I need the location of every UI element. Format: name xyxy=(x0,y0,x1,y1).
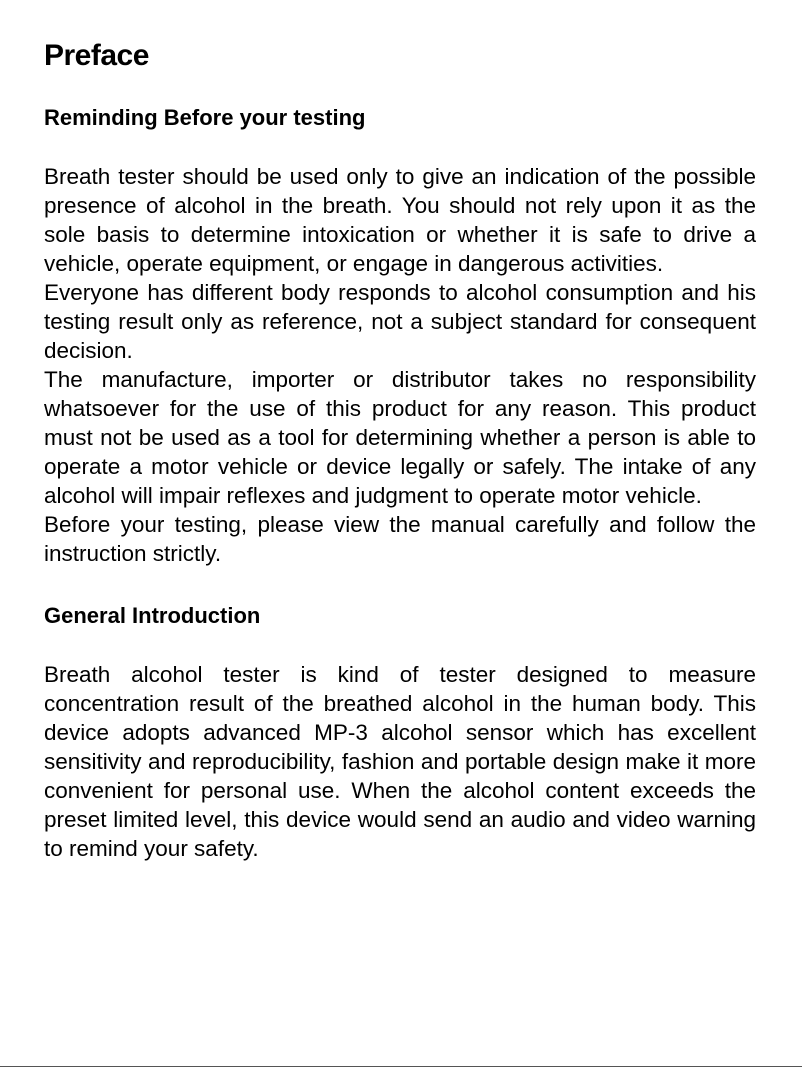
paragraph-responsibility: The manufacture, importer or distributor takes no responsibility whatsoever for the use of this product for any reason. This product must not be used as a tool for determining whether a person is able to operate a motor vehicle or device legally or safely. The intake of any alcohol will impair reflexes and judgment to operate motor vehicle. xyxy=(44,367,756,508)
page-title: Preface xyxy=(44,39,149,72)
paragraph-view-manual: Before your testing, please view the manual carefully and follow the instruction strictly. xyxy=(44,512,756,566)
paragraph-indication: Breath tester should be used only to give an indication of the possible presence of alcohol in the breath. You should not rely upon it as the sole basis to determine intoxication or whether it is safe to drive a vehicle, operate equipment, or engage in dangerous activities. xyxy=(44,164,756,276)
paragraph-body-responds: Everyone has different body responds to alcohol consumption and his testing result only as reference, not a subject standard for consequent decision. xyxy=(44,280,756,363)
section-heading-reminding: Reminding Before your testing xyxy=(44,105,366,130)
section-body-general-introduction xyxy=(44,660,756,863)
document-page xyxy=(44,38,756,863)
section-heading-general-introduction: General Introduction xyxy=(44,603,261,628)
paragraph-introduction: Breath alcohol tester is kind of tester designed to measure concentration result of the breathed alcohol in the human body. This device adopts advanced MP-3 alcohol sensor which has excellent sensitivity and reproducibility, fashion and portable design make it more convenient for personal use. When the alcohol content exceeds the preset limited level, this device would send an audio and video warning to remind your safety. xyxy=(44,662,756,861)
page-bottom-divider xyxy=(0,1066,802,1067)
section-body-reminding xyxy=(44,162,756,568)
